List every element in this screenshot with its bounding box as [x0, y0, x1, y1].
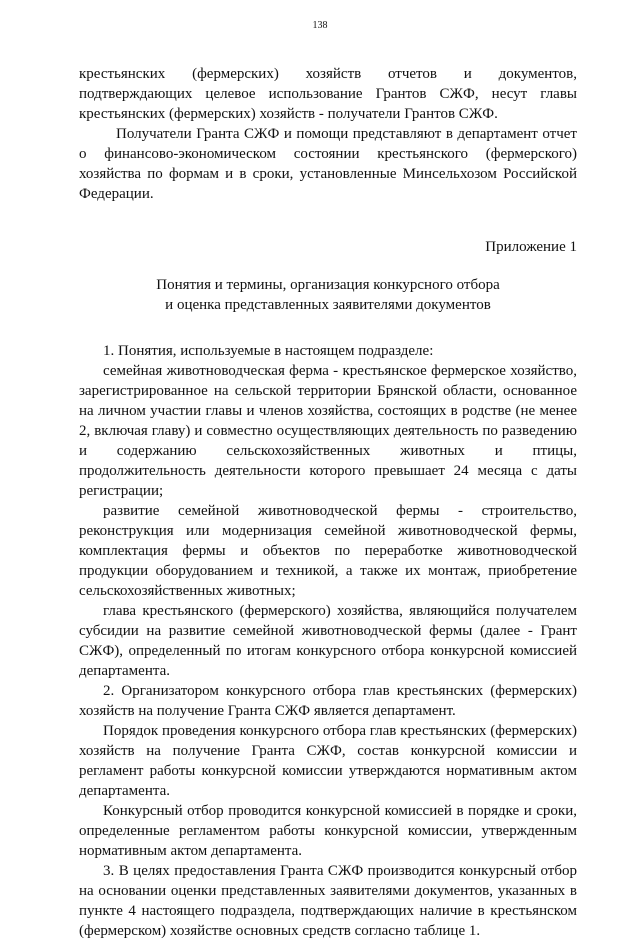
- clause-2: 2. Организатором конкурсного отбора глав крестьянских (фермерских) хозяйств на получение Гранта СЖФ является департамент.: [79, 683, 577, 719]
- document-body: [79, 64, 577, 941]
- definition-family-farm: семейная животноводческая ферма - крестьянское фермерское хозяйство, зарегистрированное на сельской территории Брянской области, основанное на личном участии главы и членов хозяйства, состоящих в родстве (не менее 2, включая главу) и совместно осуществляющих деятельность по разведению и содержанию сельскохозяйственных животных и птицы, продолжительность деятельности которого превышает 24 месяца с даты регистрации;: [79, 363, 577, 499]
- clause-2-selection: Конкурсный отбор проводится конкурсной комиссией в порядке и сроки, определенные регламентом работы конкурсной комиссии, утвержденным нормативным актом департамента.: [79, 803, 577, 859]
- page-number: 138: [312, 20, 328, 31]
- paragraph-intro-continued: крестьянских (фермерских) хозяйств отчетов и документов, подтверждающих целевое использование Грантов СЖФ, несут главы крестьянских (фермерских) хозяйств - получатели Грантов СЖФ.: [79, 66, 577, 122]
- appendix-label: Приложение 1: [485, 239, 577, 255]
- section-title-line-1: Понятия и термины, организация конкурсного отбора: [156, 277, 500, 293]
- definition-farm-head: глава крестьянского (фермерского) хозяйства, являющийся получателем субсидии на развитие семейной животноводческой фермы (далее - Грант СЖФ), определенный по итогам конкурсного отбора конкурсной комиссией департамента.: [79, 603, 577, 679]
- clause-3: 3. В целях предоставления Гранта СЖФ производится конкурсный отбор на основании оценки представленных заявителями документов, указанных в пункте 4 настоящего подраздела, подтверждающих наличие в крестьянском (фермерском) хозяйстве основных средств согласно таблице 1.: [79, 863, 577, 939]
- paragraph-report-requirement: Получатели Гранта СЖФ и помощи представляют в департамент отчет о финансово-экономическом состоянии крестьянского (фермерского) хозяйства по формам и в сроки, установленные Минсельхозом Российской Федерации.: [79, 126, 577, 202]
- section-title: [79, 275, 577, 315]
- clause-1-heading: 1. Понятия, используемые в настоящем подразделе:: [103, 343, 434, 359]
- clause-2-procedure: Порядок проведения конкурсного отбора глав крестьянских (фермерских) хозяйств на получение Гранта СЖФ, состав конкурсной комиссии и регламент работы конкурсной комиссии утверждаются нормативным актом департамента.: [79, 723, 577, 799]
- definition-farm-development: развитие семейной животноводческой фермы - строительство, реконструкция или модернизация семейной животноводческой фермы, комплектация фермы и объектов по переработке животноводческой продукции оборудованием и техникой, а также их монтаж, приобретение сельскохозяйственных животных;: [79, 503, 577, 599]
- section-title-line-2: и оценка представленных заявителями документов: [165, 297, 491, 313]
